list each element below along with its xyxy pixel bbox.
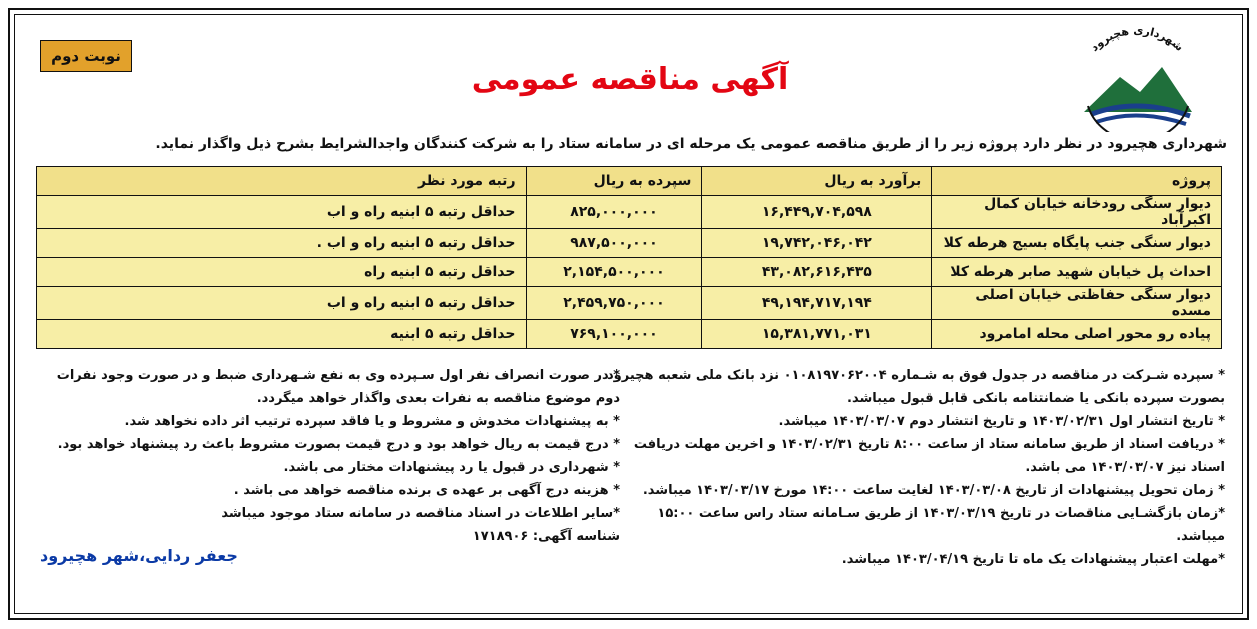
intro-text: شهرداری هچیرود در نظر دارد پروژه زیر را از طریق مناقصه عمومی یک مرحله ای در سامانه ستاد را به شرکت کنندگان واجدالشرایط بشرح ذیل واگذار نماید. xyxy=(155,136,1227,152)
project-cell: پیاده رو محور اصلی محله امامرود xyxy=(932,320,1222,349)
svg-text:شهرداری هچیرود xyxy=(1088,24,1186,54)
note-opening: *زمان بازگشـایی مناقصات در تاریخ ۱۴۰۳/۰۳/۱۹ از طریق سـامانه ستاد راس ساعت ۱۵:۰۰ میباشد. xyxy=(657,506,1225,544)
grade-cell: حداقل رتبه ۵ ابنیه راه xyxy=(37,258,527,287)
note-documents: * دریافت اسناد از طریق سامانه ستاد از ساعت ۸:۰۰ تاریخ ۱۴۰۳/۰۲/۳۱ و اخرین مهلت دریافت اسناد نیز ۱۴۰۳/۰۳/۰۷ می باشد. xyxy=(633,437,1225,475)
note-discretion: * شهرداری در قبول یا رد پیشنهادات مختار می باشد. xyxy=(283,460,620,475)
project-cell: دیوار سنگی حفاظتی خیابان اصلی مسده xyxy=(932,287,1222,320)
note-other-info: *سایر اطلاعات در اسناد مناقصه در سامانه ستاد موجود میباشد xyxy=(221,506,620,521)
municipality-logo xyxy=(1062,22,1212,132)
project-cell: احداث پل خیابان شهید صابر هرطه کلا xyxy=(932,258,1222,287)
note-ad-cost: * هزینه درج آگهی بر عهده ی برنده مناقصه خواهد می باشد . xyxy=(233,483,620,498)
note-invalid-bids: * به پیشنهادات مخدوش و مشروط و یا فاقد سپرده ترتیب اثر داده نخواهد شد. xyxy=(124,414,620,429)
estimate-cell: ۴۹,۱۹۴,۷۱۷,۱۹۴ xyxy=(702,287,932,320)
ad-id: شناسه آگهی: ۱۷۱۸۹۰۶ xyxy=(472,529,620,544)
grade-cell: حداقل رتبه ۵ ابنیه راه و اب . xyxy=(37,229,527,258)
table-row xyxy=(37,196,1222,229)
grade-cell: حداقل رتبه ۵ ابنیه xyxy=(37,320,527,349)
edition-badge: نوبت دوم xyxy=(40,40,132,72)
table-row xyxy=(37,229,1222,258)
note-publish-dates: * تاریخ انتشار اول ۱۴۰۳/۰۲/۳۱ و تاریخ انتشار دوم ۱۴۰۳/۰۳/۰۷ میباشد. xyxy=(778,414,1225,429)
estimate-cell: ۱۹,۷۴۲,۰۴۶,۰۴۲ xyxy=(702,229,932,258)
note-withdrawal: * در صورت انصراف نفر اول سـپرده وی به نفع شـهرداری ضبط و در صورت وجود نفرات دوم موضوع مناقصه به نفرات بعدی واگذار خواهد میگردد. xyxy=(56,368,620,406)
notes-left-column xyxy=(40,364,620,548)
note-price-rial: * درج قیمت به ریال خواهد بود و درج قیمت بصورت مشروط باعث رد پیشنهاد خواهد بود. xyxy=(57,437,620,452)
tender-table xyxy=(36,166,1222,349)
header-deposit: سپرده به ریال xyxy=(526,167,702,196)
logo-text: شهرداری هچیرود xyxy=(1087,23,1186,55)
estimate-cell: ۱۵,۳۸۱,۷۷۱,۰۳۱ xyxy=(702,320,932,349)
table-row xyxy=(37,287,1222,320)
grade-cell: حداقل رتبه ۵ ابنیه راه و اب xyxy=(37,196,527,229)
project-cell: دیوار سنگی رودخانه خیابان کمال اکبرآباد xyxy=(932,196,1222,229)
deposit-cell: ۷۶۹,۱۰۰,۰۰۰ xyxy=(526,320,702,349)
header-project: پروژه xyxy=(932,167,1222,196)
note-submission: * زمان تحویل پیشنهادات از تاریخ ۱۴۰۳/۰۳/۰۸ لغایت ساعت ۱۴:۰۰ مورخ ۱۴۰۳/۰۳/۱۷ میباشد. xyxy=(642,483,1225,498)
notes-right-column xyxy=(605,364,1225,571)
note-deposit: * سپرده شـرکت در مناقصه در جدول فوق به شـماره ۰۱۰۸۱۹۷۰۶۲۰۰۴ نزد بانک ملی شعبه هچیرود بصورت سپرده بانکی یا ضمانتنامه بانکی قابل قبول میباشد. xyxy=(607,368,1225,406)
header-estimate: برآورد به ریال xyxy=(702,167,932,196)
table-row xyxy=(37,258,1222,287)
header-grade: رتبه مورد نظر xyxy=(37,167,527,196)
note-validity: *مهلت اعتبار پیشنهادات یک ماه تا تاریخ ۱۴۰۳/۰۴/۱۹ میباشد. xyxy=(841,552,1225,567)
deposit-cell: ۲,۱۵۴,۵۰۰,۰۰۰ xyxy=(526,258,702,287)
estimate-cell: ۱۶,۴۴۹,۷۰۴,۵۹۸ xyxy=(702,196,932,229)
project-cell: دیوار سنگی جنب پایگاه بسیج هرطه کلا xyxy=(932,229,1222,258)
deposit-cell: ۲,۴۵۹,۷۵۰,۰۰۰ xyxy=(526,287,702,320)
deposit-cell: ۹۸۷,۵۰۰,۰۰۰ xyxy=(526,229,702,258)
table-row xyxy=(37,320,1222,349)
grade-cell: حداقل رتبه ۵ ابنیه راه و اب xyxy=(37,287,527,320)
estimate-cell: ۴۳,۰۸۲,۶۱۶,۴۳۵ xyxy=(702,258,932,287)
deposit-cell: ۸۲۵,۰۰۰,۰۰۰ xyxy=(526,196,702,229)
page-title: آگهی مناقصه عمومی xyxy=(471,62,789,97)
signature: جعفر ردایی،شهر هچیرود xyxy=(40,546,238,565)
table-header-row xyxy=(37,167,1222,196)
